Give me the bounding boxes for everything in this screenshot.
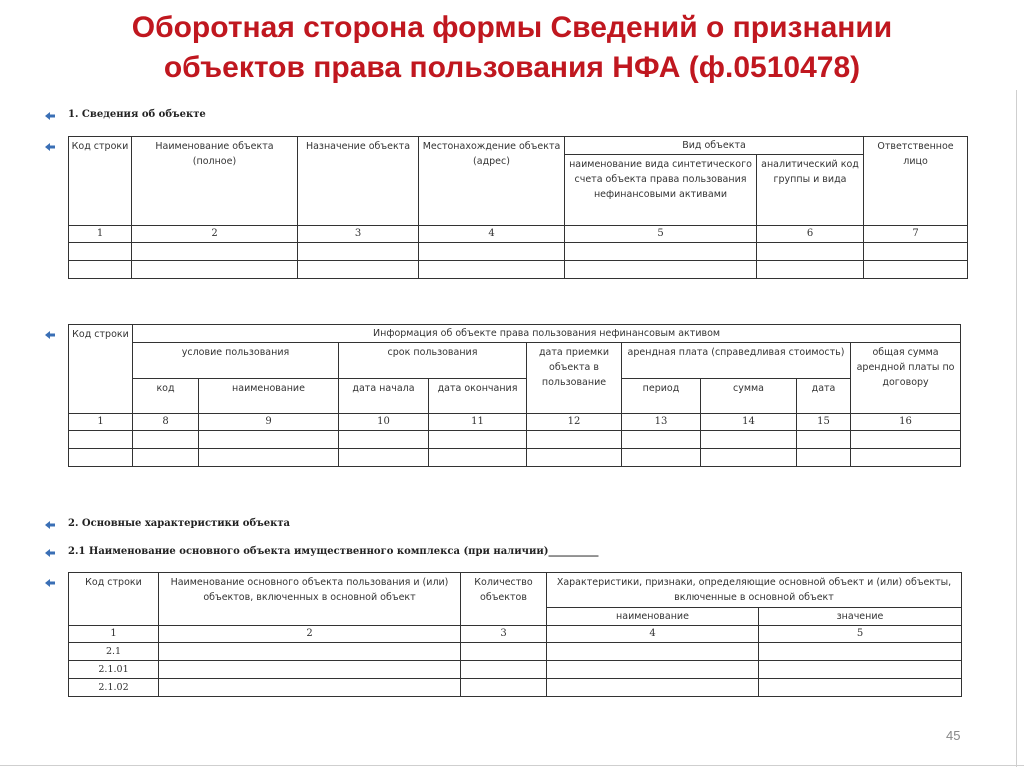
table-cell[interactable] (199, 431, 339, 449)
header-cond-name: наименование (199, 379, 339, 414)
table-cell[interactable] (851, 431, 961, 449)
table-cell[interactable] (339, 449, 429, 467)
header-kind-name: наименование вида синтетического счета объекта права пользования нефинансовыми активами (565, 155, 757, 226)
table-cell[interactable] (132, 261, 298, 279)
table-cell[interactable] (701, 449, 797, 467)
row-code: 2.1 (69, 643, 159, 661)
slide-title (0, 8, 1024, 88)
table-cell[interactable] (757, 261, 864, 279)
table-cell[interactable] (759, 643, 962, 661)
table-cell[interactable] (69, 261, 132, 279)
header-code: Код строки (69, 573, 159, 626)
header-name: Наименование основного объекта пользования и (или) объектов, включенных в основной объект (159, 573, 461, 626)
col-number: 15 (797, 414, 851, 431)
col-number: 11 (429, 414, 527, 431)
table-row (69, 431, 961, 449)
header-quantity: Количество объектов (461, 573, 547, 626)
col-number: 3 (298, 226, 419, 243)
section2-heading: 2. Основные характеристики объекта (68, 518, 291, 529)
header-kind: Вид объекта (565, 137, 864, 155)
col-number: 5 (565, 226, 757, 243)
table-cell[interactable] (622, 431, 701, 449)
col-number: 10 (339, 414, 429, 431)
table-cell[interactable] (797, 449, 851, 467)
col-number: 4 (547, 626, 759, 643)
col-number: 1 (69, 414, 133, 431)
table-cell[interactable] (547, 643, 759, 661)
bullet-icon (44, 520, 56, 530)
col-number: 14 (701, 414, 797, 431)
table-cell[interactable] (565, 261, 757, 279)
bullet-icon (44, 142, 56, 152)
table-cell[interactable] (622, 449, 701, 467)
header-info: Информация об объекте права пользования нефинансовым активом (133, 325, 961, 343)
header-location: Местонахождение объекта (адрес) (419, 137, 565, 226)
table-cell[interactable] (461, 679, 547, 697)
col-number: 12 (527, 414, 622, 431)
header-term-end: дата окончания (429, 379, 527, 414)
table-cell[interactable] (419, 261, 565, 279)
table-cell[interactable] (69, 243, 132, 261)
table-cell[interactable] (759, 679, 962, 697)
slide-border-right (1016, 90, 1017, 767)
col-number: 2 (159, 626, 461, 643)
page-number: 45 (946, 728, 961, 743)
table-cell[interactable] (527, 449, 622, 467)
table-cell[interactable] (547, 679, 759, 697)
table-cell[interactable] (159, 679, 461, 697)
table-cell[interactable] (757, 243, 864, 261)
col-number: 1 (69, 226, 132, 243)
header-kind-code: аналитический код группы и вида (757, 155, 864, 226)
col-number: 4 (419, 226, 565, 243)
table-row (69, 679, 962, 697)
header-rent-sum: сумма (701, 379, 797, 414)
header-rent-period: период (622, 379, 701, 414)
section1-heading: 1. Сведения об объекте (68, 109, 206, 120)
header-term: срок пользования (339, 343, 527, 379)
header-rent-date: дата (797, 379, 851, 414)
table-row (69, 261, 968, 279)
col-number: 7 (864, 226, 968, 243)
bullet-icon (44, 330, 56, 340)
table-cell[interactable] (461, 643, 547, 661)
table-cell[interactable] (527, 431, 622, 449)
col-number: 1 (69, 626, 159, 643)
table-row (69, 643, 962, 661)
table-cell[interactable] (159, 643, 461, 661)
col-number: 13 (622, 414, 701, 431)
header-rent: арендная плата (справедливая стоимость) (622, 343, 851, 379)
col-number: 3 (461, 626, 547, 643)
header-accept-date: дата приемки объекта в пользование (527, 343, 622, 414)
table-cell[interactable] (159, 661, 461, 679)
header-responsible: Ответственное лицо (864, 137, 968, 226)
table-cell[interactable] (419, 243, 565, 261)
header-total: общая сумма арендной платы по договору (851, 343, 961, 414)
right-of-use-info-table (68, 324, 961, 467)
table-cell[interactable] (547, 661, 759, 679)
main-characteristics-table (68, 572, 962, 697)
table-row (69, 243, 968, 261)
table-cell[interactable] (797, 431, 851, 449)
col-number: 5 (759, 626, 962, 643)
header-term-start: дата начала (339, 379, 429, 414)
table-cell[interactable] (565, 243, 757, 261)
header-purpose: Назначение объекта (298, 137, 419, 226)
table-cell[interactable] (132, 243, 298, 261)
row-code: 2.1.02 (69, 679, 159, 697)
table-cell[interactable] (701, 431, 797, 449)
table-cell[interactable] (339, 431, 429, 449)
table-cell[interactable] (429, 449, 527, 467)
table-cell[interactable] (298, 261, 419, 279)
row-code: 2.1.01 (69, 661, 159, 679)
table-cell[interactable] (864, 243, 968, 261)
bullet-icon (44, 578, 56, 588)
bullet-icon (44, 548, 56, 558)
table-cell[interactable] (864, 261, 968, 279)
header-chars-name: наименование (547, 608, 759, 626)
table-cell[interactable] (69, 449, 133, 467)
object-info-table (68, 136, 968, 279)
slide-title-line2: объектов права пользования НФА (ф.0510478) (163, 51, 861, 84)
table-cell[interactable] (429, 431, 527, 449)
table-row (69, 449, 961, 467)
col-number: 6 (757, 226, 864, 243)
table-cell[interactable] (461, 661, 547, 679)
col-number: 9 (199, 414, 339, 431)
table-cell[interactable] (851, 449, 961, 467)
header-chars-value: значение (759, 608, 962, 626)
slide-title-line1: Оборотная сторона формы Сведений о признании (131, 11, 893, 44)
table-cell[interactable] (199, 449, 339, 467)
col-number: 2 (132, 226, 298, 243)
table-cell[interactable] (133, 449, 199, 467)
header-cond-code: код (133, 379, 199, 414)
table-cell[interactable] (298, 243, 419, 261)
table-cell[interactable] (759, 661, 962, 679)
table-cell[interactable] (133, 431, 199, 449)
header-condition: условие пользования (133, 343, 339, 379)
col-number: 16 (851, 414, 961, 431)
header-name: Наименование объекта (полное) (132, 137, 298, 226)
table-cell[interactable] (69, 431, 133, 449)
col-number: 8 (133, 414, 199, 431)
header-code: Код строки (69, 137, 132, 226)
table-row (69, 661, 962, 679)
section2-subheading: 2.1 Наименование основного объекта имущественного комплекса (при наличии)__________ (68, 546, 599, 557)
slide-border-bottom (0, 765, 1024, 766)
header-code: Код строки (69, 325, 133, 414)
header-characteristics: Характеристики, признаки, определяющие основной объект и (или) объекты, включенные в основной объект (547, 573, 962, 608)
bullet-icon (44, 111, 56, 121)
